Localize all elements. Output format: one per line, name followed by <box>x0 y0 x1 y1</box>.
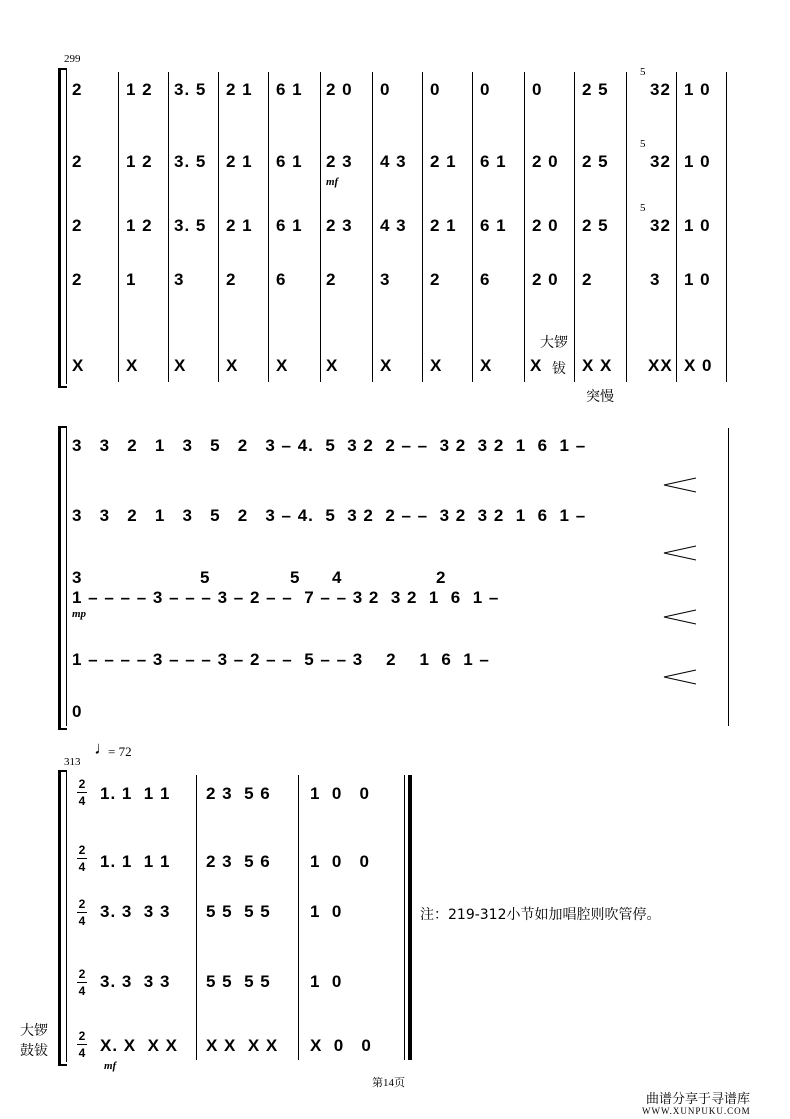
note: X 0 <box>684 356 713 375</box>
note: 1. 1 1 1 <box>100 852 171 871</box>
chord-top-note: 4 <box>332 568 343 587</box>
note: 2 0 <box>532 270 559 289</box>
chord-top-note: 5 <box>200 568 211 587</box>
note: 0 <box>380 80 391 99</box>
note: 32 <box>650 216 671 235</box>
note: X <box>530 356 543 375</box>
note: 2 <box>72 80 83 99</box>
staff-row-2: 3 3 2 1 3 5 2 3 – 4. 5 3 2 2 – – 3 2 3 2 1 6 1 – <box>72 506 587 525</box>
barline <box>574 72 575 382</box>
time-signature <box>76 778 88 807</box>
note: 2 5 <box>582 152 609 171</box>
note: 4 3 <box>380 216 407 235</box>
note: 2 0 <box>532 152 559 171</box>
note: X <box>72 356 85 375</box>
final-barline-thick <box>408 775 412 1060</box>
note: 2 3 5 6 <box>206 784 271 803</box>
system-line <box>66 772 67 1062</box>
system-line <box>66 70 67 384</box>
time-sig-top: 2 <box>78 1029 86 1043</box>
tempo-marking: = 72 <box>108 744 132 759</box>
note: 6 1 <box>480 152 507 171</box>
measure-number: 299 <box>64 53 81 65</box>
time-signature <box>76 844 88 873</box>
instrument-label: 大锣 <box>540 335 568 351</box>
note: 2 <box>72 152 83 171</box>
watermark-url: WWW.XUNPUKU.COM <box>642 1106 751 1116</box>
instrument-label: 鼓钹 <box>20 1043 48 1059</box>
note: 5 5 5 5 <box>206 972 271 991</box>
note: X X <box>582 356 613 375</box>
note: 1 0 0 <box>310 784 370 803</box>
note: 6 1 <box>276 80 303 99</box>
time-sig-bottom: 4 <box>78 794 86 808</box>
note: 2 <box>72 270 83 289</box>
note: X <box>276 356 289 375</box>
note: 6 <box>276 270 287 289</box>
barline <box>320 72 321 382</box>
note: X X X X <box>206 1036 279 1055</box>
time-sig-bottom: 4 <box>78 984 86 998</box>
note: X <box>380 356 393 375</box>
note: 0 <box>480 80 491 99</box>
note: 3 <box>380 270 391 289</box>
barline <box>118 72 119 382</box>
note: 1 0 <box>684 80 711 99</box>
note: 1 2 <box>126 152 153 171</box>
note: 6 1 <box>480 216 507 235</box>
grace-note: 5 <box>640 66 646 78</box>
staff-row-3: 1 – – – – 3 – – – 3 – 2 – – 7 – – 3 2 3 2 1 6 1 – <box>72 588 500 607</box>
barline <box>472 72 473 382</box>
note: 6 1 <box>276 152 303 171</box>
note: 5 5 5 5 <box>206 902 271 921</box>
note: X <box>326 356 339 375</box>
note: X 0 0 <box>310 1036 372 1055</box>
barline <box>168 72 169 382</box>
note: 1. 1 1 1 <box>100 784 171 803</box>
note: 0 <box>430 80 441 99</box>
barline <box>728 428 729 726</box>
time-sig-top: 2 <box>78 777 86 791</box>
chord-top-note: 5 <box>290 568 301 587</box>
note: 0 <box>532 80 543 99</box>
crescendo-marks <box>660 470 720 702</box>
note: 32 <box>650 152 671 171</box>
note: 3. 5 <box>174 80 207 99</box>
footnote: 注：219-312小节如加唱腔则吹管停。 <box>420 907 661 923</box>
barline <box>268 72 269 382</box>
note: 3. 3 3 3 <box>100 972 171 991</box>
note: 2 <box>226 270 237 289</box>
staff-row-4: 1 – – – – 3 – – – 3 – 2 – – 5 – – 3 2 1 6 1 – <box>72 650 490 669</box>
barline <box>298 775 299 1060</box>
note: X. X X X <box>100 1036 178 1055</box>
page-number: 第14页 <box>372 1077 405 1089</box>
time-signature <box>76 968 88 997</box>
note: 1 0 <box>684 152 711 171</box>
dynamic-mark: mf <box>326 176 339 188</box>
time-sig-bottom: 4 <box>78 1046 86 1060</box>
note: 2 0 <box>532 216 559 235</box>
note: 2 3 <box>326 152 353 171</box>
note: 2 1 <box>430 152 457 171</box>
barline <box>372 72 373 382</box>
note: 3 <box>174 270 185 289</box>
barline <box>422 72 423 382</box>
final-barline-thin <box>404 775 405 1060</box>
note: 32 <box>650 80 671 99</box>
note: 3. 3 3 3 <box>100 902 171 921</box>
note: 1 <box>126 270 137 289</box>
staff-row-1: 3 3 2 1 3 5 2 3 – 4. 5 3 2 2 – – 3 2 3 2 1 6 1 – <box>72 436 587 455</box>
staff-row-percussion: 0 <box>72 702 83 721</box>
note: XX <box>648 356 673 375</box>
note: 6 1 <box>276 216 303 235</box>
chord-top-note: 3 <box>72 568 83 587</box>
instrument-label: 大锣 <box>20 1023 48 1039</box>
time-sig-bottom: 4 <box>78 914 86 928</box>
barline <box>218 72 219 382</box>
barline <box>676 72 677 382</box>
note: 6 <box>480 270 491 289</box>
dynamic-mark: mp <box>72 608 87 620</box>
measure-number: 313 <box>64 756 81 768</box>
watermark-text: 曲谱分享于寻谱库 <box>646 1092 751 1107</box>
note: 1 0 <box>310 902 343 921</box>
barline <box>626 72 627 382</box>
barline <box>196 775 197 1060</box>
note: 2 1 <box>226 80 253 99</box>
time-signature <box>76 898 88 927</box>
barline <box>524 72 525 382</box>
system-line <box>66 428 67 726</box>
time-signature <box>76 1030 88 1059</box>
note: 2 <box>582 270 593 289</box>
grace-note: 5 <box>640 138 646 150</box>
note: 1 2 <box>126 80 153 99</box>
note: 3. 5 <box>174 216 207 235</box>
note: 2 3 <box>326 216 353 235</box>
note: X <box>126 356 139 375</box>
note: 2 3 5 6 <box>206 852 271 871</box>
note: X <box>480 356 493 375</box>
note: 1 0 <box>684 270 711 289</box>
chord-top-note: 2 <box>436 568 447 587</box>
note: X <box>226 356 239 375</box>
note: 2 5 <box>582 216 609 235</box>
time-sig-top: 2 <box>78 967 86 981</box>
note: 2 5 <box>582 80 609 99</box>
note: 1 0 <box>684 216 711 235</box>
time-sig-bottom: 4 <box>78 860 86 874</box>
note: X <box>174 356 187 375</box>
quarter-note-icon: ♩ <box>94 738 112 758</box>
note: 3. 5 <box>174 152 207 171</box>
note: 2 1 <box>226 152 253 171</box>
time-sig-top: 2 <box>78 843 86 857</box>
instrument-label: 钹 <box>552 361 566 377</box>
tempo-marking: 突慢 <box>586 389 614 405</box>
note: 2 1 <box>430 216 457 235</box>
time-sig-top: 2 <box>78 897 86 911</box>
note: 1 0 <box>310 972 343 991</box>
grace-note: 5 <box>640 202 646 214</box>
note: 1 0 0 <box>310 852 370 871</box>
note: 2 <box>326 270 337 289</box>
note: 2 0 <box>326 80 353 99</box>
barline <box>726 72 727 382</box>
note: 2 <box>72 216 83 235</box>
note: 2 1 <box>226 216 253 235</box>
note: 2 <box>430 270 441 289</box>
dynamic-mark: mf <box>104 1060 117 1072</box>
note: 4 3 <box>380 152 407 171</box>
note: 1 2 <box>126 216 153 235</box>
note: X <box>430 356 443 375</box>
note: 3 <box>650 270 661 289</box>
